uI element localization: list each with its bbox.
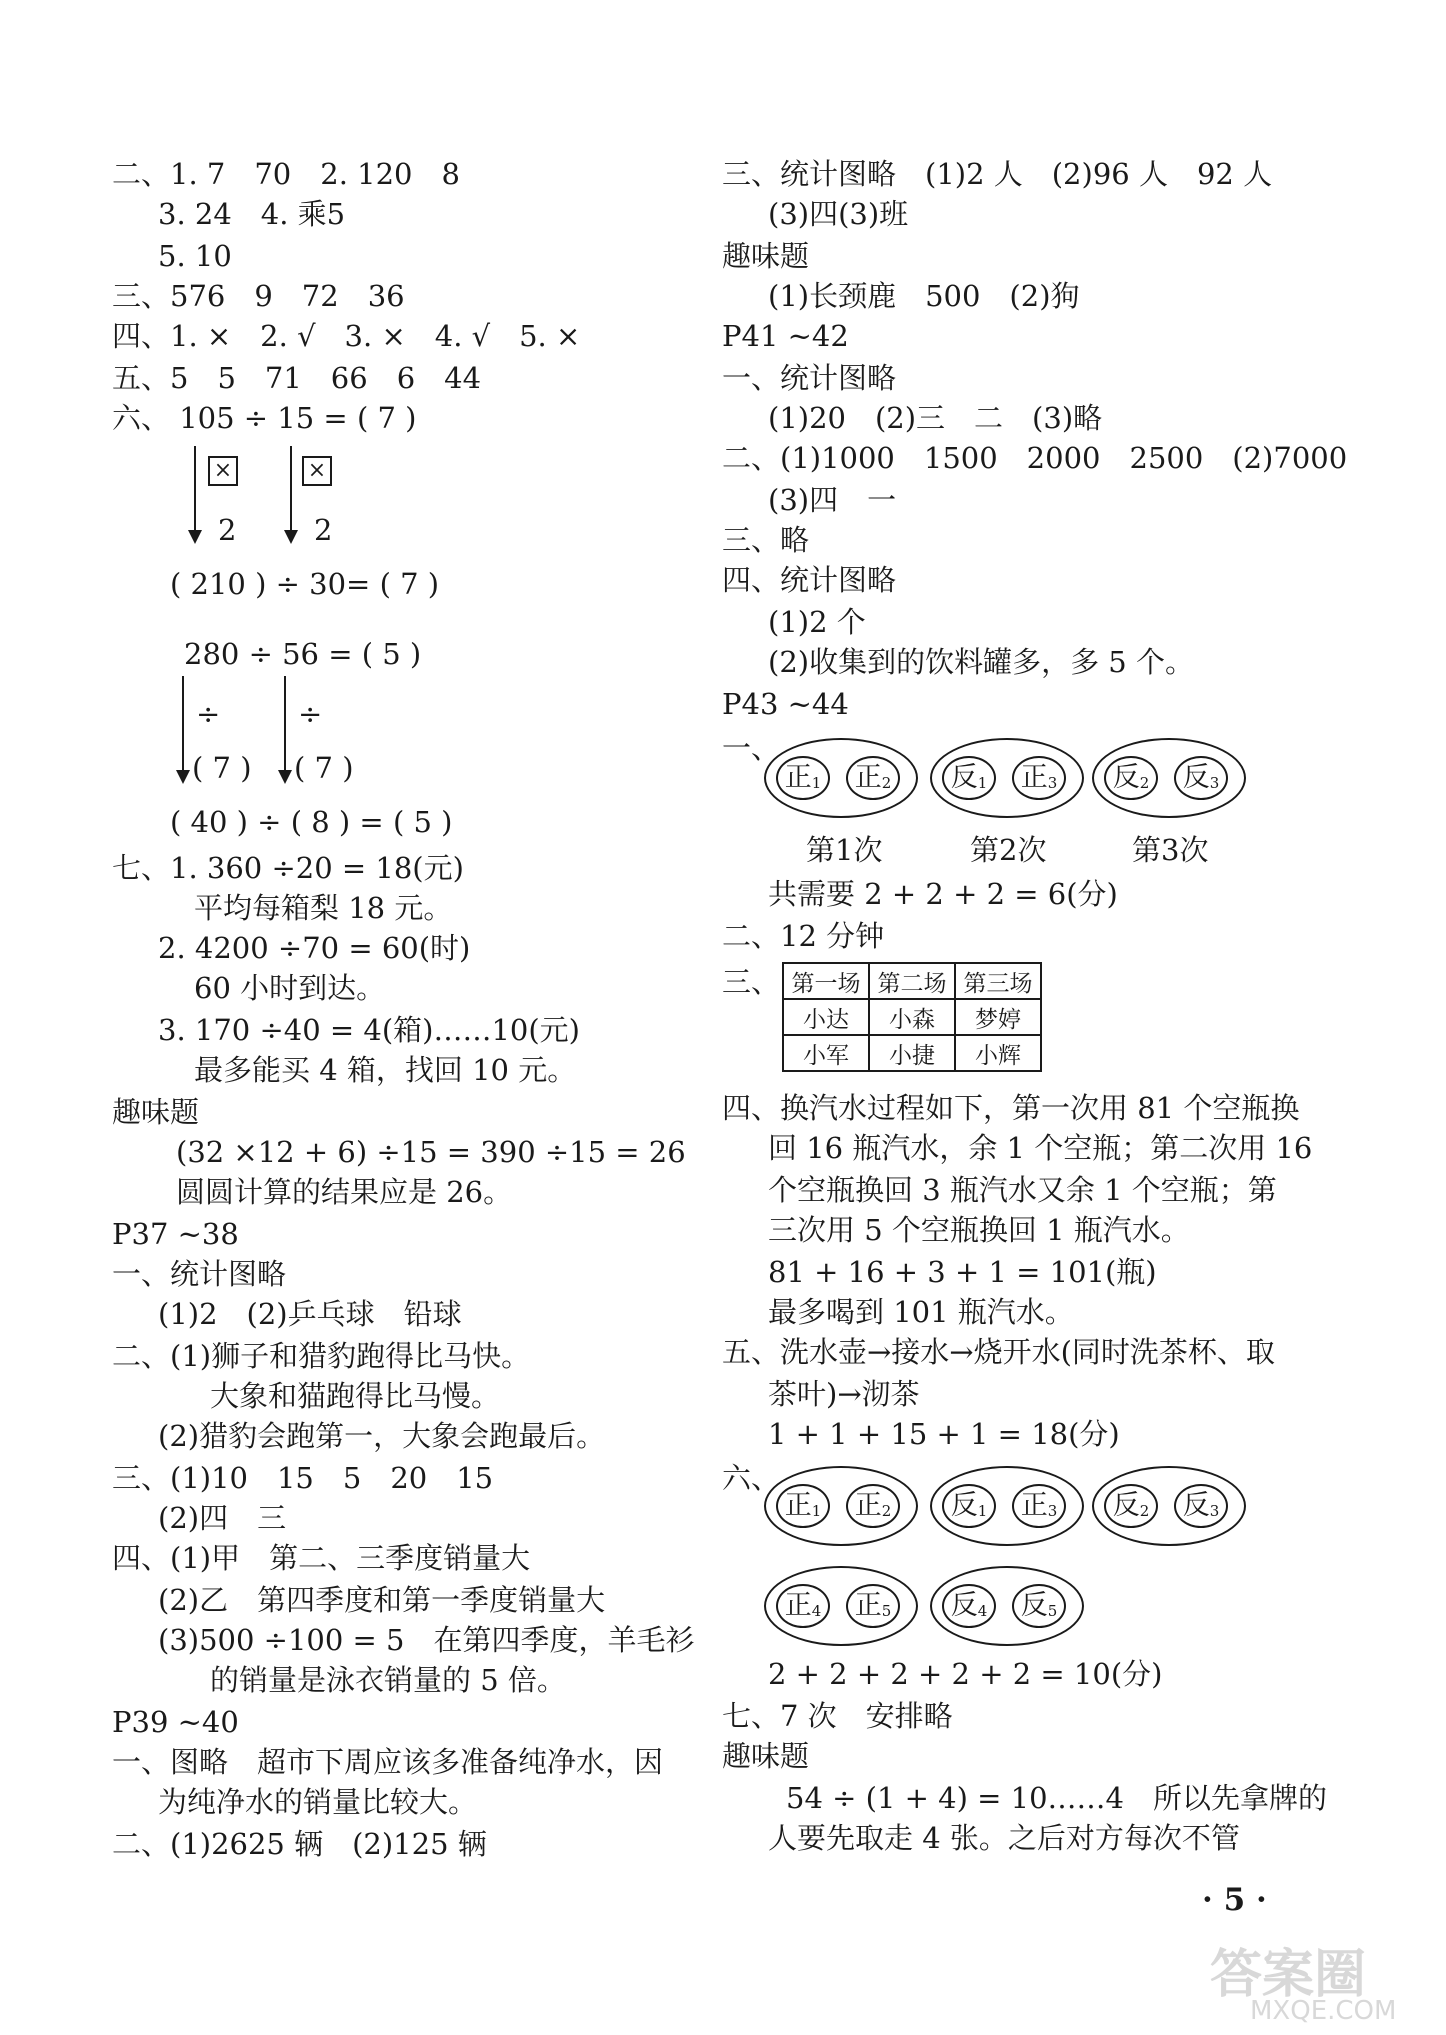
left-s6-eq4: ( 40 ) ÷ ( 8 ) = ( 5 ) [170, 805, 453, 839]
page-number: · 5 · [1202, 1882, 1267, 1918]
coin-heads-5: 正$_5$ [846, 1584, 900, 1628]
right-p43-4b: 个空瓶换回 3 瓶汽水又余 1 个空瓶；第 [768, 1173, 1277, 1207]
coin-heads-3: 正$_3$ [1012, 756, 1066, 800]
left-s2-line2: 3. 24 4. 乘5 [158, 197, 346, 231]
right-p43-5b: 1 + 1 + 15 + 1 = 18(分) [768, 1417, 1120, 1451]
table-cell: 小达 [783, 999, 869, 1035]
left-p37-4a: (2)乙 第四季度和第一季度销量大 [158, 1583, 606, 1617]
table-cell: 小捷 [869, 1035, 955, 1071]
arrow-value: 2 [218, 513, 237, 547]
left-p37-1a: (1)2 (2)乒乓球 铅球 [158, 1297, 462, 1331]
arrow-op: ÷ [298, 697, 323, 731]
schedule-table [782, 962, 1042, 1072]
right-p43-1-label: 一、 [722, 731, 781, 765]
left-s7-1: 七、1. 360 ÷20 = 18(元) [112, 851, 464, 885]
left-s2-line3: 5. 10 [158, 239, 232, 273]
right-p43-3-label: 三、 [722, 965, 781, 999]
right-fun-title: 趣味题 [722, 239, 810, 273]
left-fun-ans: 圆圆计算的结果应是 26。 [176, 1175, 513, 1209]
coin-tails-3: 反$_3$ [1174, 1484, 1228, 1528]
multiply-box: × [302, 456, 332, 486]
right-p43-4c: 三次用 5 个空瓶换回 1 瓶汽水。 [768, 1213, 1190, 1247]
right-p43-4a: 回 16 瓶汽水，余 1 个空瓶；第二次用 16 [768, 1131, 1313, 1165]
left-s7-2: 2. 4200 ÷70 = 60(时) [158, 931, 471, 965]
left-p37-2b: (2)猎豹会跑第一，大象会跑最后。 [158, 1419, 606, 1453]
table-header-cell: 第二场 [869, 963, 955, 999]
coin-heads-3: 正$_3$ [1012, 1484, 1066, 1528]
left-p37-header: P37 ~38 [112, 1217, 239, 1251]
arrow-line [290, 446, 292, 532]
right-p41-3: 三、略 [722, 523, 810, 557]
arrow-down-icon [278, 770, 292, 784]
arrow-value: ( 7 ) [192, 751, 252, 785]
table-header-row [783, 963, 1041, 999]
left-p37-4c: 的销量是泳衣销量的 5 倍。 [210, 1663, 566, 1697]
watermark-url: MXQE.COM [1250, 1996, 1397, 2026]
coin-heads-4: 正$_4$ [776, 1584, 830, 1628]
right-fun2-b: 人要先取走 4 张。之后对方每次不管 [768, 1821, 1240, 1855]
left-p37-2: 二、(1)狮子和猎豹跑得比马快。 [112, 1339, 531, 1373]
coin-heads-1: 正$_1$ [776, 756, 830, 800]
right-p41-4: 四、统计图略 [722, 563, 897, 597]
left-p39-1: 一、图略 超市下周应该多准备纯净水，因 [112, 1745, 664, 1779]
right-fun-a: (1)长颈鹿 500 (2)狗 [768, 279, 1080, 313]
right-fun2-title: 趣味题 [722, 1739, 810, 1773]
left-s7-3: 3. 170 ÷40 = 4(箱)……10(元) [158, 1013, 581, 1047]
table-cell: 小军 [783, 1035, 869, 1071]
right-p41-4b: (2)收集到的饮料罐多，多 5 个。 [768, 645, 1194, 679]
table-row [783, 999, 1041, 1035]
left-p37-4: 四、(1)甲 第二、三季度销量大 [112, 1541, 531, 1575]
arrow-op: ÷ [196, 697, 221, 731]
right-p43-5: 五、洗水壶→接水→烧开水(同时洗茶杯、取 [722, 1335, 1275, 1369]
right-p41-2: 二、(1)1000 1500 2000 2500 (2)7000 [722, 441, 1348, 475]
right-p43-4d: 81 + 16 + 3 + 1 = 101(瓶) [768, 1255, 1157, 1289]
watermark-logo: 答案圈 [1210, 1945, 1367, 2005]
right-p43-4e: 最多喝到 101 瓶汽水。 [768, 1295, 1074, 1329]
left-fun-eq: (32 ×12 + 6) ÷15 = 390 ÷15 = 26 [176, 1135, 686, 1169]
left-p37-1: 一、统计图略 [112, 1257, 287, 1291]
table-cell: 小森 [869, 999, 955, 1035]
right-p41-1: 一、统计图略 [722, 361, 897, 395]
coin-tails-1: 反$_1$ [942, 1484, 996, 1528]
multiply-box: × [208, 456, 238, 486]
left-s2-line1: 二、1. 7 70 2. 120 8 [112, 157, 460, 191]
left-s3: 三、576 9 72 36 [112, 279, 405, 313]
coin-heads-1: 正$_1$ [776, 1484, 830, 1528]
right-p43-6-label: 六、 [722, 1461, 781, 1495]
arrow-value: ( 7 ) [294, 751, 354, 785]
coin-tails-2: 反$_2$ [1104, 756, 1158, 800]
right-p43-6-total: 2 + 2 + 2 + 2 + 2 = 10(分) [768, 1657, 1163, 1691]
arrow-line [194, 446, 196, 532]
right-p43-7: 七、7 次 安排略 [722, 1699, 953, 1733]
left-s7-1a: 平均每箱梨 18 元。 [194, 891, 453, 925]
left-s5: 五、5 5 71 66 6 44 [112, 361, 482, 395]
coin-tails-2: 反$_2$ [1104, 1484, 1158, 1528]
left-p37-4b: (3)500 ÷100 = 5 在第四季度，羊毛衫 [158, 1623, 695, 1657]
coin-heads-2: 正$_2$ [846, 756, 900, 800]
arrow-line [284, 676, 286, 772]
right-p41-header: P41 ~42 [722, 319, 849, 353]
arrow-line [182, 676, 184, 772]
table-cell: 小辉 [955, 1035, 1041, 1071]
left-s7-3a: 最多能买 4 箱，找回 10 元。 [194, 1053, 577, 1087]
coin-heads-2: 正$_2$ [846, 1484, 900, 1528]
table-header-cell: 第一场 [783, 963, 869, 999]
arrow-down-icon [176, 770, 190, 784]
right-p43-1-total: 共需要 2 + 2 + 2 = 6(分) [768, 877, 1118, 911]
coin-tails-3: 反$_3$ [1174, 756, 1228, 800]
left-s6-eq2: ( 210 ) ÷ 30= ( 7 ) [170, 567, 440, 601]
left-p37-2a: 大象和猫跑得比马慢。 [210, 1379, 501, 1413]
left-p37-3: 三、(1)10 15 5 20 15 [112, 1461, 494, 1495]
left-p39-1a: 为纯净水的销量比较大。 [158, 1785, 478, 1819]
table-row [783, 1035, 1041, 1071]
round-label-1: 第1次 [806, 833, 883, 867]
arrow-down-icon [284, 530, 298, 544]
left-fun-title: 趣味题 [112, 1095, 200, 1129]
left-s6-eq1: 六、 105 ÷ 15 = ( 7 ) [112, 401, 417, 435]
arrow-value: 2 [314, 513, 333, 547]
left-s4: 四、1. × 2. √ 3. × 4. √ 5. × [112, 319, 581, 353]
round-label-2: 第2次 [970, 833, 1047, 867]
right-p41-2a: (3)四 一 [768, 483, 897, 517]
right-p43-header: P43 ~44 [722, 687, 849, 721]
coin-tails-1: 反$_1$ [942, 756, 996, 800]
table-header-cell: 第三场 [955, 963, 1041, 999]
left-p37-3a: (2)四 三 [158, 1501, 287, 1535]
coin-tails-5: 反$_5$ [1012, 1584, 1066, 1628]
left-p39-header: P39 ~40 [112, 1705, 239, 1739]
left-p39-2: 二、(1)2625 辆 (2)125 辆 [112, 1827, 487, 1861]
right-p43-4: 四、换汽水过程如下，第一次用 81 个空瓶换 [722, 1091, 1300, 1125]
right-r3a: (3)四(3)班 [768, 197, 909, 231]
right-p41-4a: (1)2 个 [768, 605, 866, 639]
right-p41-1a: (1)20 (2)三 二 (3)略 [768, 401, 1103, 435]
left-s6-eq3: 280 ÷ 56 = ( 5 ) [184, 637, 422, 671]
right-p43-5a: 茶叶)→沏茶 [768, 1377, 920, 1411]
table-cell: 梦婷 [955, 999, 1041, 1035]
round-label-3: 第3次 [1132, 833, 1209, 867]
right-p43-2: 二、12 分钟 [722, 919, 885, 953]
right-r3: 三、统计图略 (1)2 人 (2)96 人 92 人 [722, 157, 1273, 191]
arrow-down-icon [188, 530, 202, 544]
left-s7-2a: 60 小时到达。 [194, 971, 386, 1005]
right-fun2-a: 54 ÷ (1 + 4) = 10……4 所以先拿牌的 [786, 1781, 1327, 1815]
coin-tails-4: 反$_4$ [942, 1584, 996, 1628]
